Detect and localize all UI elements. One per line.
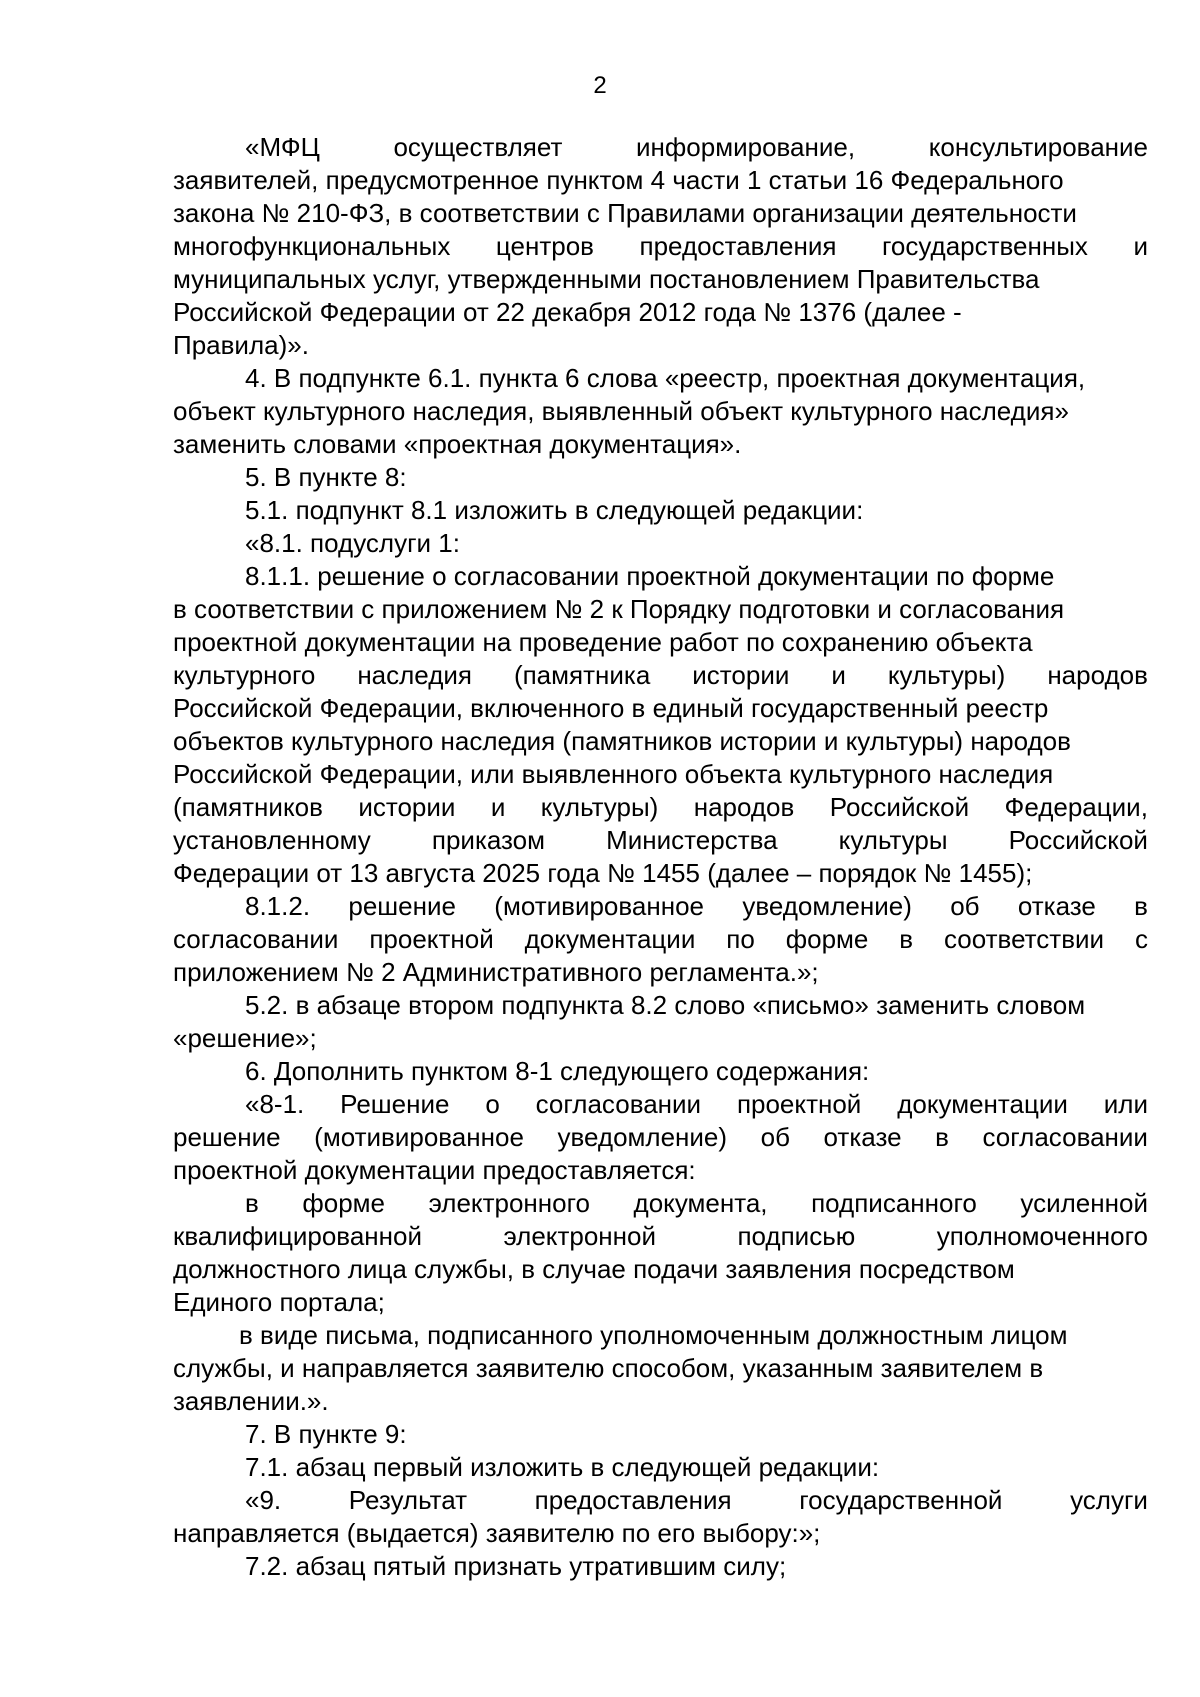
text-line: проектной документации на проведение работ по сохранению объекта	[173, 627, 1033, 657]
text-line	[173, 1220, 1148, 1253]
word: «8-1.	[245, 1089, 305, 1119]
word: и	[490, 792, 506, 822]
text-line: Федерации от 13 августа 2025 года № 1455 (далее – порядок № 1455);	[173, 858, 1033, 888]
text-line: Единого портала;	[173, 1287, 385, 1317]
text-line: объектов культурного наследия (памятников истории и культуры) народов	[173, 726, 1071, 756]
text-line: муниципальных услуг, утвержденными постановлением Правительства	[173, 264, 1040, 294]
word: предоставления	[534, 1485, 732, 1515]
word: культуры	[838, 825, 948, 855]
word: согласовании	[173, 924, 339, 954]
word: форме	[302, 1188, 386, 1218]
text-line: Правила)».	[173, 330, 309, 360]
word: проектной	[369, 924, 494, 954]
text-line	[173, 1187, 1148, 1220]
text-line	[173, 230, 1148, 263]
word: народов	[1047, 660, 1148, 690]
word: информирование,	[636, 132, 856, 162]
text-line: 7.2. абзац пятый признать утратившим силу;	[245, 1551, 787, 1581]
text-line	[173, 791, 1148, 824]
word: в	[899, 924, 914, 954]
word: согласовании	[535, 1089, 702, 1119]
text-line: Российской Федерации от 22 декабря 2012 года № 1376 (далее -	[173, 297, 962, 327]
text-line	[173, 131, 1148, 164]
text-line: заявителей, предусмотренное пунктом 4 части 1 статьи 16 Федерального	[173, 165, 1064, 195]
text-line: объект культурного наследия, выявленный объект культурного наследия»	[173, 396, 1069, 426]
word: квалифицированной	[173, 1221, 422, 1251]
text-line: закона № 210-ФЗ, в соответствии с Правилами организации деятельности	[173, 198, 1077, 228]
word: в	[245, 1188, 259, 1218]
word: многофункциональных	[173, 231, 451, 261]
text-line	[173, 1484, 1148, 1517]
word: форме	[785, 924, 869, 954]
text-line: 6. Дополнить пунктом 8-1 следующего содержания:	[245, 1056, 870, 1086]
word: и	[1133, 231, 1148, 261]
text-line: службы, и направляется заявителю способом, указанным заявителем в	[173, 1353, 1044, 1383]
word: документации	[897, 1089, 1068, 1119]
text-line	[173, 1121, 1148, 1154]
word: культурного	[173, 660, 316, 690]
word: уведомление)	[557, 1122, 728, 1152]
word: в	[1134, 891, 1148, 921]
word: осуществляет	[393, 132, 563, 162]
word: уведомление)	[742, 891, 912, 921]
word: (памятника	[513, 660, 651, 690]
word: в	[935, 1122, 949, 1152]
word: консультирование	[928, 132, 1148, 162]
text-line: «решение»;	[173, 1023, 317, 1053]
word: Результат	[348, 1485, 468, 1515]
text-line: 5. В пункте 8:	[245, 462, 407, 492]
word: согласовании	[982, 1122, 1148, 1152]
word: решение	[173, 1122, 281, 1152]
text-line: «8.1. подуслуги 1:	[245, 528, 460, 558]
word: отказе	[1017, 891, 1096, 921]
word: государственных	[882, 231, 1088, 261]
page-number: 2	[593, 72, 607, 99]
text-line: проектной документации предоставляется:	[173, 1155, 696, 1185]
word: уполномоченного	[936, 1221, 1148, 1251]
word: по	[726, 924, 755, 954]
word: Российской	[829, 792, 970, 822]
word: центров	[495, 231, 594, 261]
word: документа,	[633, 1188, 768, 1218]
word: (мотивированное	[314, 1122, 524, 1152]
text-line: направляется (выдается) заявителю по его выбору:»;	[173, 1518, 821, 1548]
word: соответствии	[944, 924, 1105, 954]
text-line: 5.2. в абзаце втором подпункта 8.2 слово «письмо» заменить словом	[245, 990, 1086, 1020]
word: «МФЦ	[245, 132, 320, 162]
word: Решение	[340, 1089, 450, 1119]
text-line: 5.1. подпункт 8.1 изложить в следующей редакции:	[245, 495, 864, 525]
text-line: 4. В подпункте 6.1. пункта 6 слова «реестр, проектная документация,	[245, 363, 1086, 393]
word: решение	[348, 891, 456, 921]
word: электронной	[503, 1221, 656, 1251]
word: об	[760, 1122, 790, 1152]
word: предоставления	[639, 231, 837, 261]
word: отказе	[823, 1122, 902, 1152]
word: усиленной	[1020, 1188, 1148, 1218]
word: Российской	[1008, 825, 1148, 855]
word: электронного	[428, 1188, 590, 1218]
word: (памятников	[173, 792, 323, 822]
word: истории	[358, 792, 456, 822]
word: документации	[524, 924, 696, 954]
text-line: 7. В пункте 9:	[245, 1419, 407, 1449]
word: подписью	[737, 1221, 856, 1251]
word: 8.1.2.	[245, 891, 311, 921]
text-line: в соответствии с приложением № 2 к Порядку подготовки и согласования	[173, 594, 1065, 624]
word: Министерства	[606, 825, 778, 855]
word: культуры)	[887, 660, 1006, 690]
word: с	[1134, 924, 1148, 954]
text-line	[173, 659, 1148, 692]
text-line: 8.1.1. решение о согласовании проектной документации по форме	[245, 561, 1055, 591]
text-line	[173, 1088, 1148, 1121]
text-line: в виде письма, подписанного уполномоченным должностным лицом	[239, 1320, 1068, 1350]
document-body	[173, 131, 1163, 1583]
word: приказом	[431, 825, 546, 855]
word: о	[485, 1089, 500, 1119]
word: услуги	[1070, 1485, 1148, 1515]
word: государственной	[799, 1485, 1003, 1515]
text-line	[173, 890, 1148, 923]
text-line: 7.1. абзац первый изложить в следующей редакции:	[245, 1452, 880, 1482]
text-line	[173, 824, 1148, 857]
word: проектной	[736, 1089, 862, 1119]
word: культуры)	[540, 792, 659, 822]
text-line: заменить словами «проектная документация».	[173, 429, 742, 459]
word: установленному	[173, 825, 371, 855]
word: и	[831, 660, 846, 690]
word: народов	[693, 792, 795, 822]
word: подписанного	[811, 1188, 977, 1218]
word: истории	[692, 660, 790, 690]
text-line: Российской Федерации, включенного в единый государственный реестр	[173, 693, 1049, 723]
text-line: должностного лица службы, в случае подачи заявления посредством	[173, 1254, 1015, 1284]
word: (мотивированное	[494, 891, 705, 921]
word: «9.	[245, 1485, 282, 1515]
word: Федерации,	[1004, 792, 1148, 822]
text-line: заявлении.».	[173, 1386, 329, 1416]
text-line: приложением № 2 Административного регламента.»;	[173, 957, 819, 987]
text-line: Российской Федерации, или выявленного объекта культурного наследия	[173, 759, 1054, 789]
word: наследия	[357, 660, 472, 690]
word: или	[1103, 1089, 1148, 1119]
word: об	[950, 891, 980, 921]
text-line	[173, 923, 1148, 956]
